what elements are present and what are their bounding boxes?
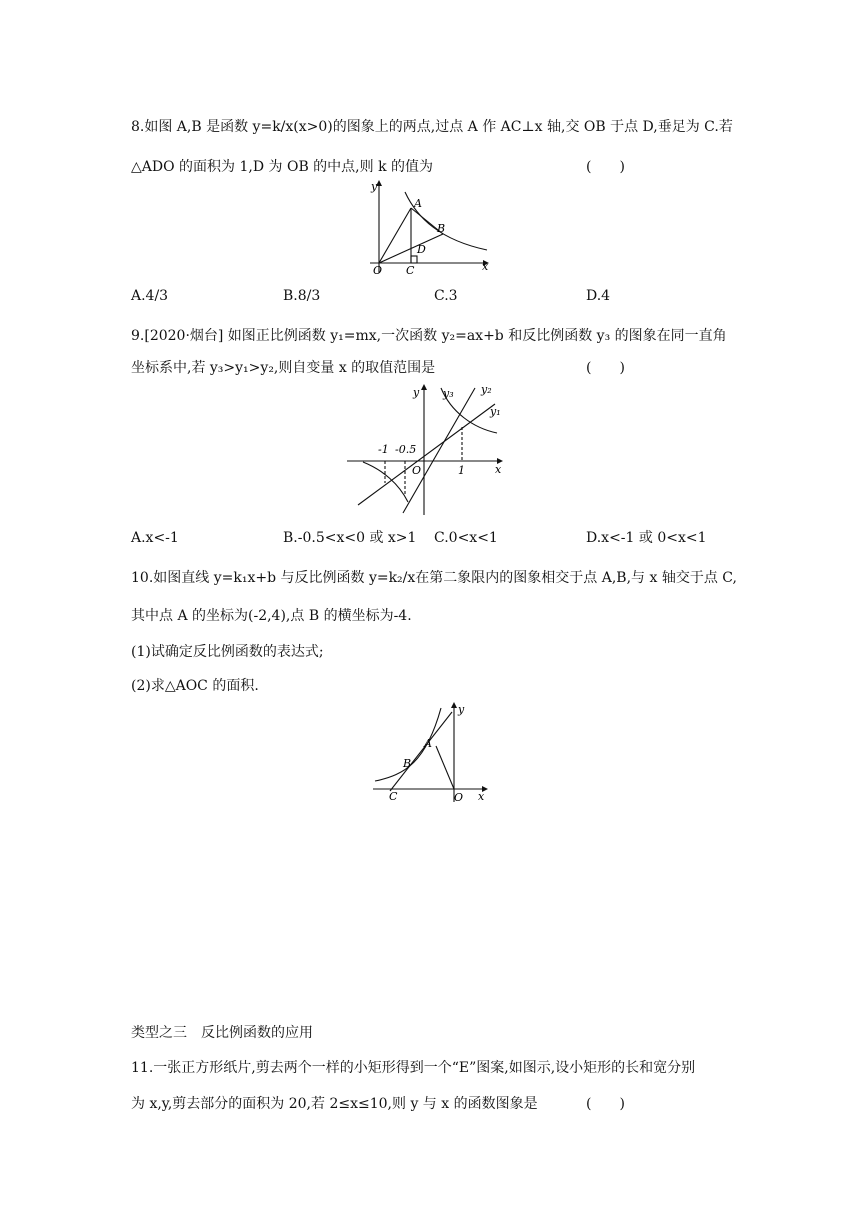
q10-point-a: A — [424, 737, 432, 750]
q8-answer-bracket: ( ) — [586, 159, 625, 175]
q9-y3-label: y₃ — [443, 387, 454, 400]
q9-stem-line1: 9.[2020·烟台] 如图正比例函数 y₁=mx,一次函数 y₂=ax+b 和反比例函数 y₃ 的图象在同一直角 — [131, 328, 727, 344]
q10-point-b: B — [403, 757, 412, 770]
q8-y-label: y — [371, 180, 378, 193]
q9-option-d: D.x<-1 或 0<x<1 — [586, 530, 707, 546]
q10-figure — [370, 700, 495, 808]
q9-tick-1: 1 — [458, 464, 465, 477]
q8-option-b: B.8/3 — [283, 288, 321, 304]
q8-point-c: C — [406, 264, 415, 276]
q8-stem-line1: 8.如图 A,B 是函数 y=k/x(x>0)的图象上的两点,过点 A 作 AC⊥x 轴,交 OB 于点 D,垂足为 C.若 — [131, 119, 733, 135]
q8-option-c: C.3 — [434, 288, 458, 304]
q8-option-d: D.4 — [586, 288, 611, 304]
q10-part1: (1)试确定反比例函数的表达式; — [131, 644, 324, 660]
q9-y1-label: y₁ — [490, 405, 501, 418]
q8-point-d: D — [417, 243, 426, 256]
q9-tick-neg0-5: -0.5 — [395, 443, 417, 456]
q9-tick-neg1: -1 — [378, 443, 389, 456]
q10-point-c: C — [389, 790, 398, 803]
q8-origin: O — [373, 264, 383, 276]
q10-stem-line1: 10.如图直线 y=k₁x+b 与反比例函数 y=k₂/x在第二象限内的图象相交于点 A,B,与 x 轴交于点 C, — [131, 570, 737, 586]
q10-part2: (2)求△AOC 的面积. — [131, 678, 259, 694]
q10-x-label: x — [478, 790, 485, 803]
q9-y-label: y — [413, 386, 420, 399]
q10-y-label: y — [458, 703, 465, 716]
q9-origin: O — [412, 464, 422, 477]
q11-answer-bracket: ( ) — [586, 1096, 625, 1112]
section-heading: 类型之三 反比例函数的应用 — [131, 1025, 313, 1041]
q9-figure — [345, 380, 510, 520]
q10-stem-line2: 其中点 A 的坐标为(-2,4),点 B 的横坐标为-4. — [131, 608, 412, 624]
q9-answer-bracket: ( ) — [586, 360, 625, 376]
q8-stem-line2: △ADO 的面积为 1,D 为 OB 的中点,则 k 的值为 — [131, 159, 434, 175]
q9-option-c: C.0<x<1 — [434, 530, 498, 546]
q9-stem-line2: 坐标系中,若 y₃>y₁>y₂,则自变量 x 的取值范围是 — [131, 360, 436, 376]
q9-option-b: B.-0.5<x<0 或 x>1 — [283, 530, 417, 546]
q9-option-a: A.x<-1 — [131, 530, 179, 546]
q9-y2-label: y₂ — [481, 383, 492, 396]
q8-x-label: x — [482, 260, 489, 273]
q10-origin: O — [454, 791, 464, 804]
q8-point-a: A — [414, 197, 422, 210]
q9-x-label: x — [495, 463, 502, 476]
q11-stem-line2: 为 x,y,剪去部分的面积为 20,若 2≤x≤10,则 y 与 x 的函数图象是 — [131, 1096, 538, 1112]
q11-stem-line1: 11.一张正方形纸片,剪去两个一样的小矩形得到一个“E”图案,如图示,设小矩形的长和宽分别 — [131, 1060, 696, 1076]
q8-option-a: A.4/3 — [131, 288, 169, 304]
q8-point-b: B — [437, 222, 446, 235]
q8-figure — [365, 178, 495, 276]
